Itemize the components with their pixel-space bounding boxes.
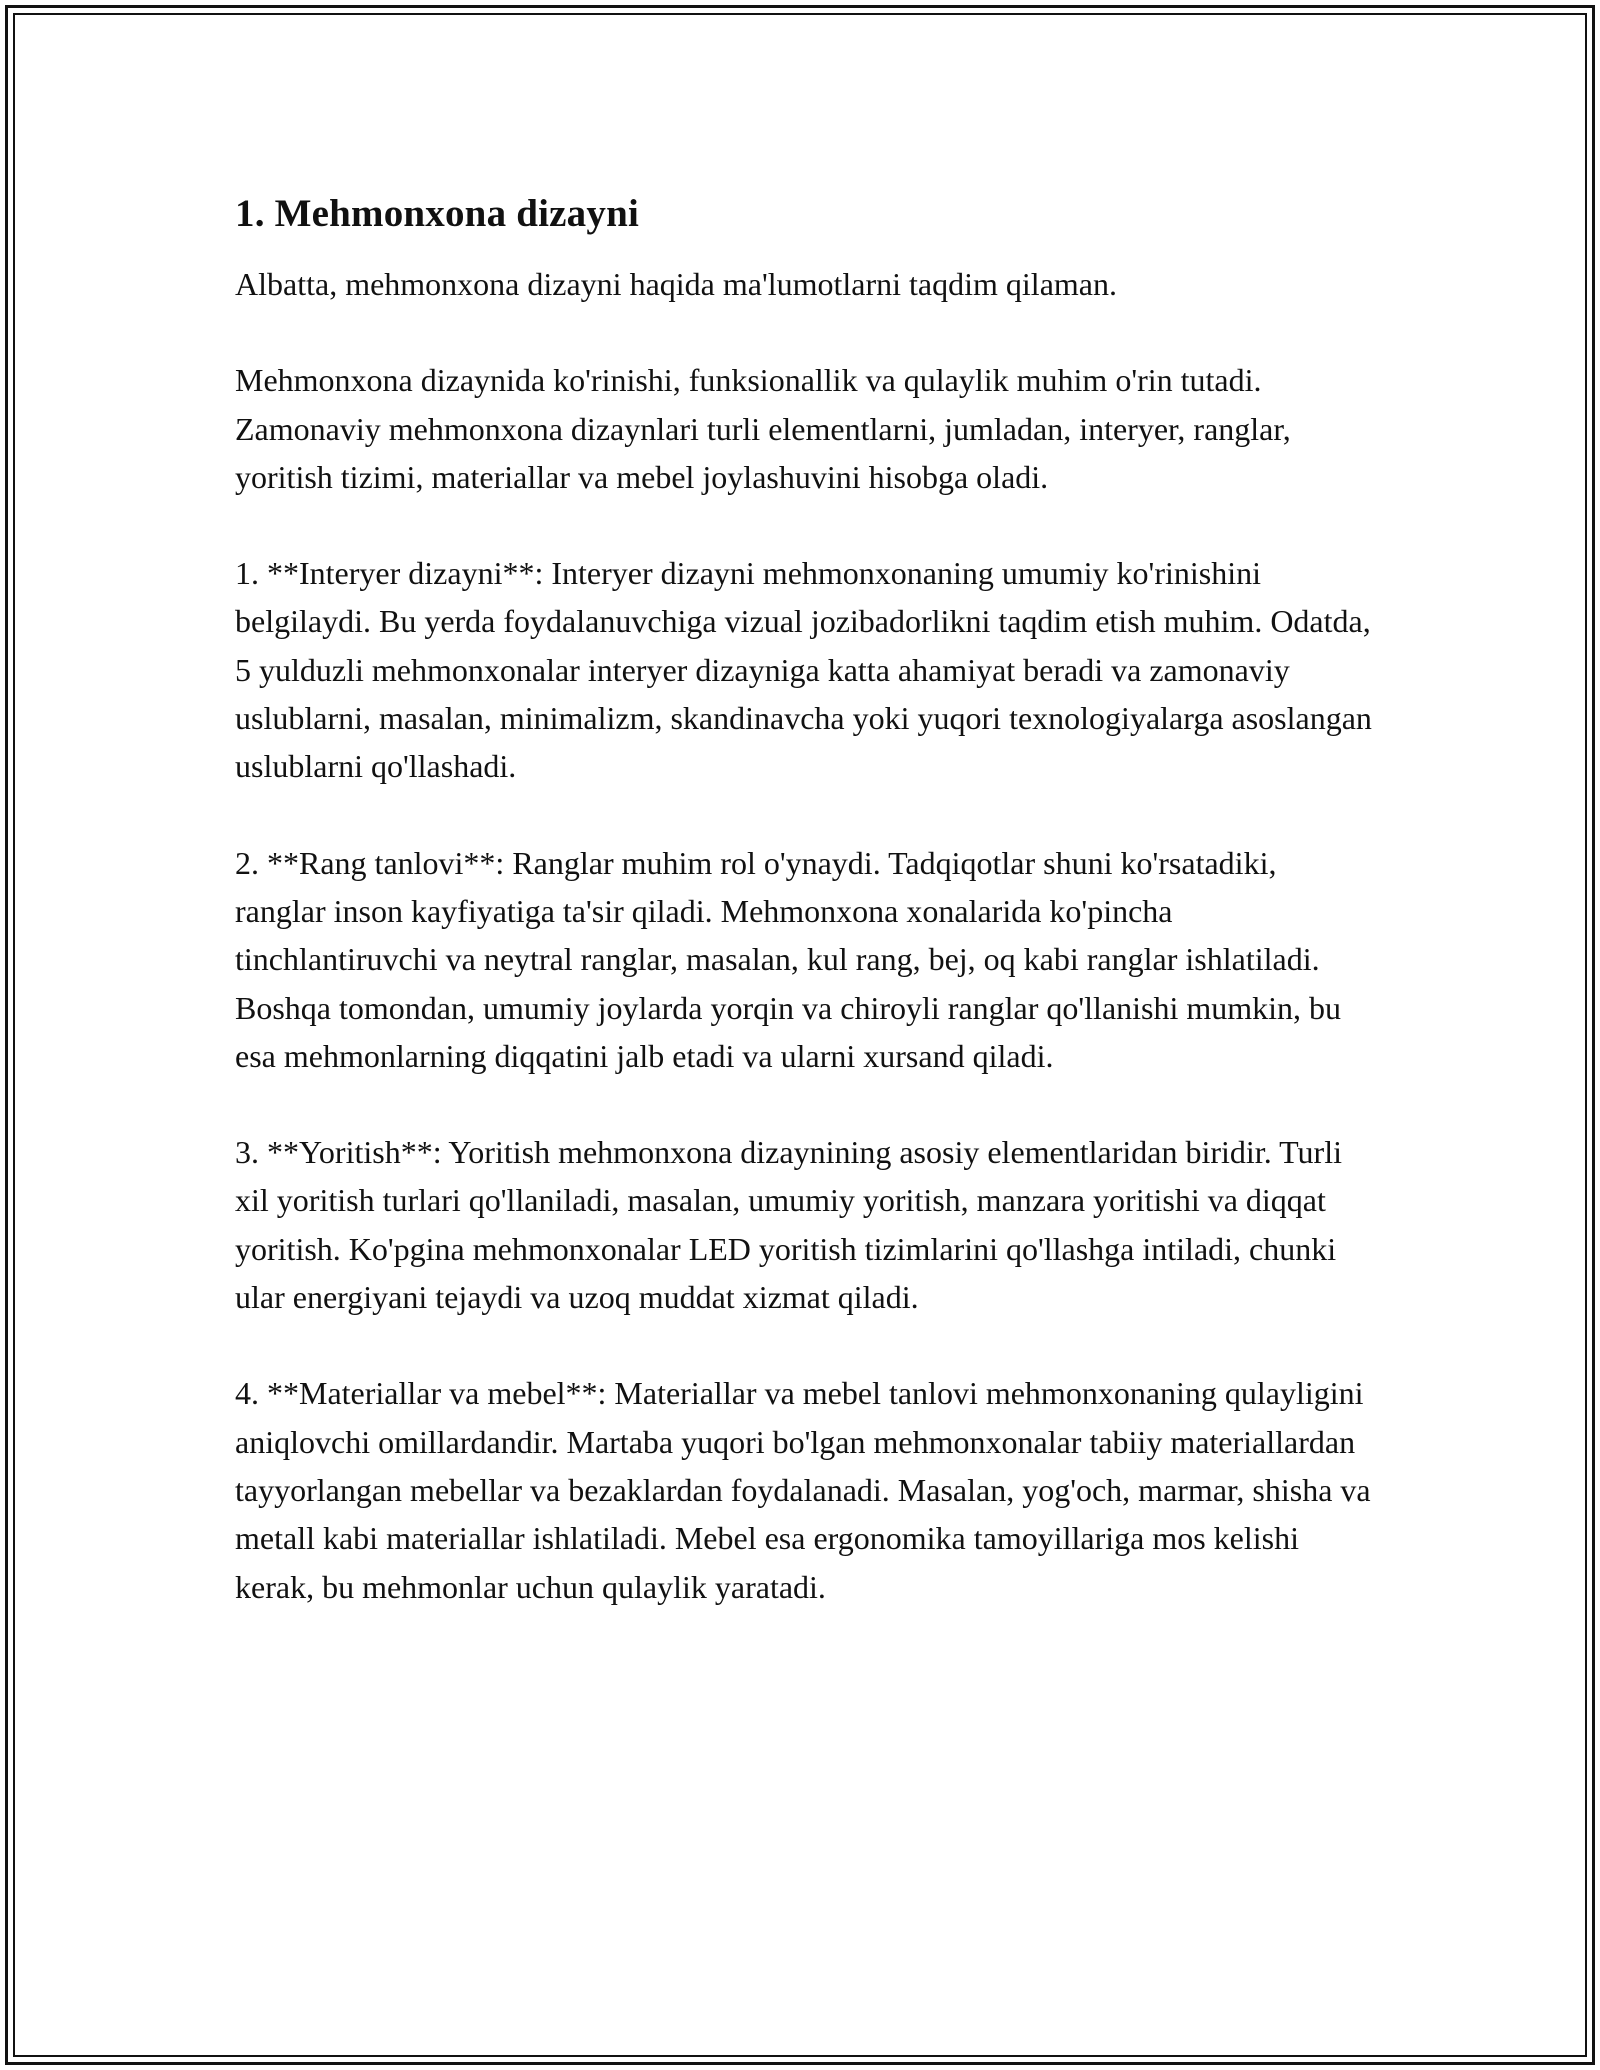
color-choice-paragraph: 2. **Rang tanlovi**: Ranglar muhim rol o'ynaydi. Tadqiqotlar shuni ko'rsatadiki, ranglar inson kayfiyatiga ta'sir qiladi. Mehmonxona xonalarida ko'pincha tinchlantiruvchi va neytral ranglar, masalan, kul rang, bej, oq kabi ranglar ishlatiladi. Boshqa tomondan, umumiy joylarda yorqin va chiroyli ranglar qo'llanishi mumkin, bu esa mehmonlarning diqqatini jalb etadi va ularni xursand qiladi. (235, 844, 1342, 1074)
document-title: 1. Mehmonxona dizayni (235, 192, 639, 235)
materials-furniture-paragraph: 4. **Materiallar va mebel**: Materiallar va mebel tanlovi mehmonxonaning qulayligini aniqlovchi omillardandir. Martaba yuqori bo'lgan mehmonxonalar tabiiy materiallardan tayyorlangan mebellar va bezaklardan foydalanadi. Masalan, yog'och, marmar, shisha va metall kabi materiallar ishlatiladi. Mebel esa ergonomika tamoyillariga mos kelishi kerak, bu mehmonlar uchun qulaylik yaratadi. (235, 1375, 1371, 1605)
document-body (235, 186, 1375, 1611)
lighting-paragraph: 3. **Yoritish**: Yoritish mehmonxona dizaynining asosiy elementlaridan biridir. Turli xil yoritish turlari qo'llaniladi, masalan, umumiy yoritish, manzara yoritishi va diqqat yoritish. Ko'pgina mehmonxonalar LED yoritish tizimlarini qo'llashga intiladi, chunki ular energiyani tejaydi va uzoq muddat xizmat qiladi. (235, 1134, 1342, 1316)
interior-design-paragraph: 1. **Interyer dizayni**: Interyer dizayni mehmonxonaning umumiy ko'rinishini belgilaydi. Bu yerda foydalanuvchiga vizual jozibadorlikni taqdim etish muhim. Odatda, 5 yulduzli mehmonxonalar interyer dizayniga katta ahamiyat beradi va zamonaviy uslublarni, masalan, minimalizm, skandinavcha yoki yuqori texnologiyalarga asoslangan uslublarni qo'llashadi. (235, 555, 1372, 785)
intro-paragraph: Albatta, mehmonxona dizayni haqida ma'lumotlarni taqdim qilaman. (235, 266, 1117, 302)
overview-paragraph: Mehmonxona dizaynida ko'rinishi, funksionallik va qulaylik muhim o'rin tutadi. Zamonaviy mehmonxona dizaynlari turli elementlarni, jumladan, interyer, ranglar, yoritish tizimi, materiallar va mebel joylashuvini hisobga oladi. (235, 362, 1291, 495)
